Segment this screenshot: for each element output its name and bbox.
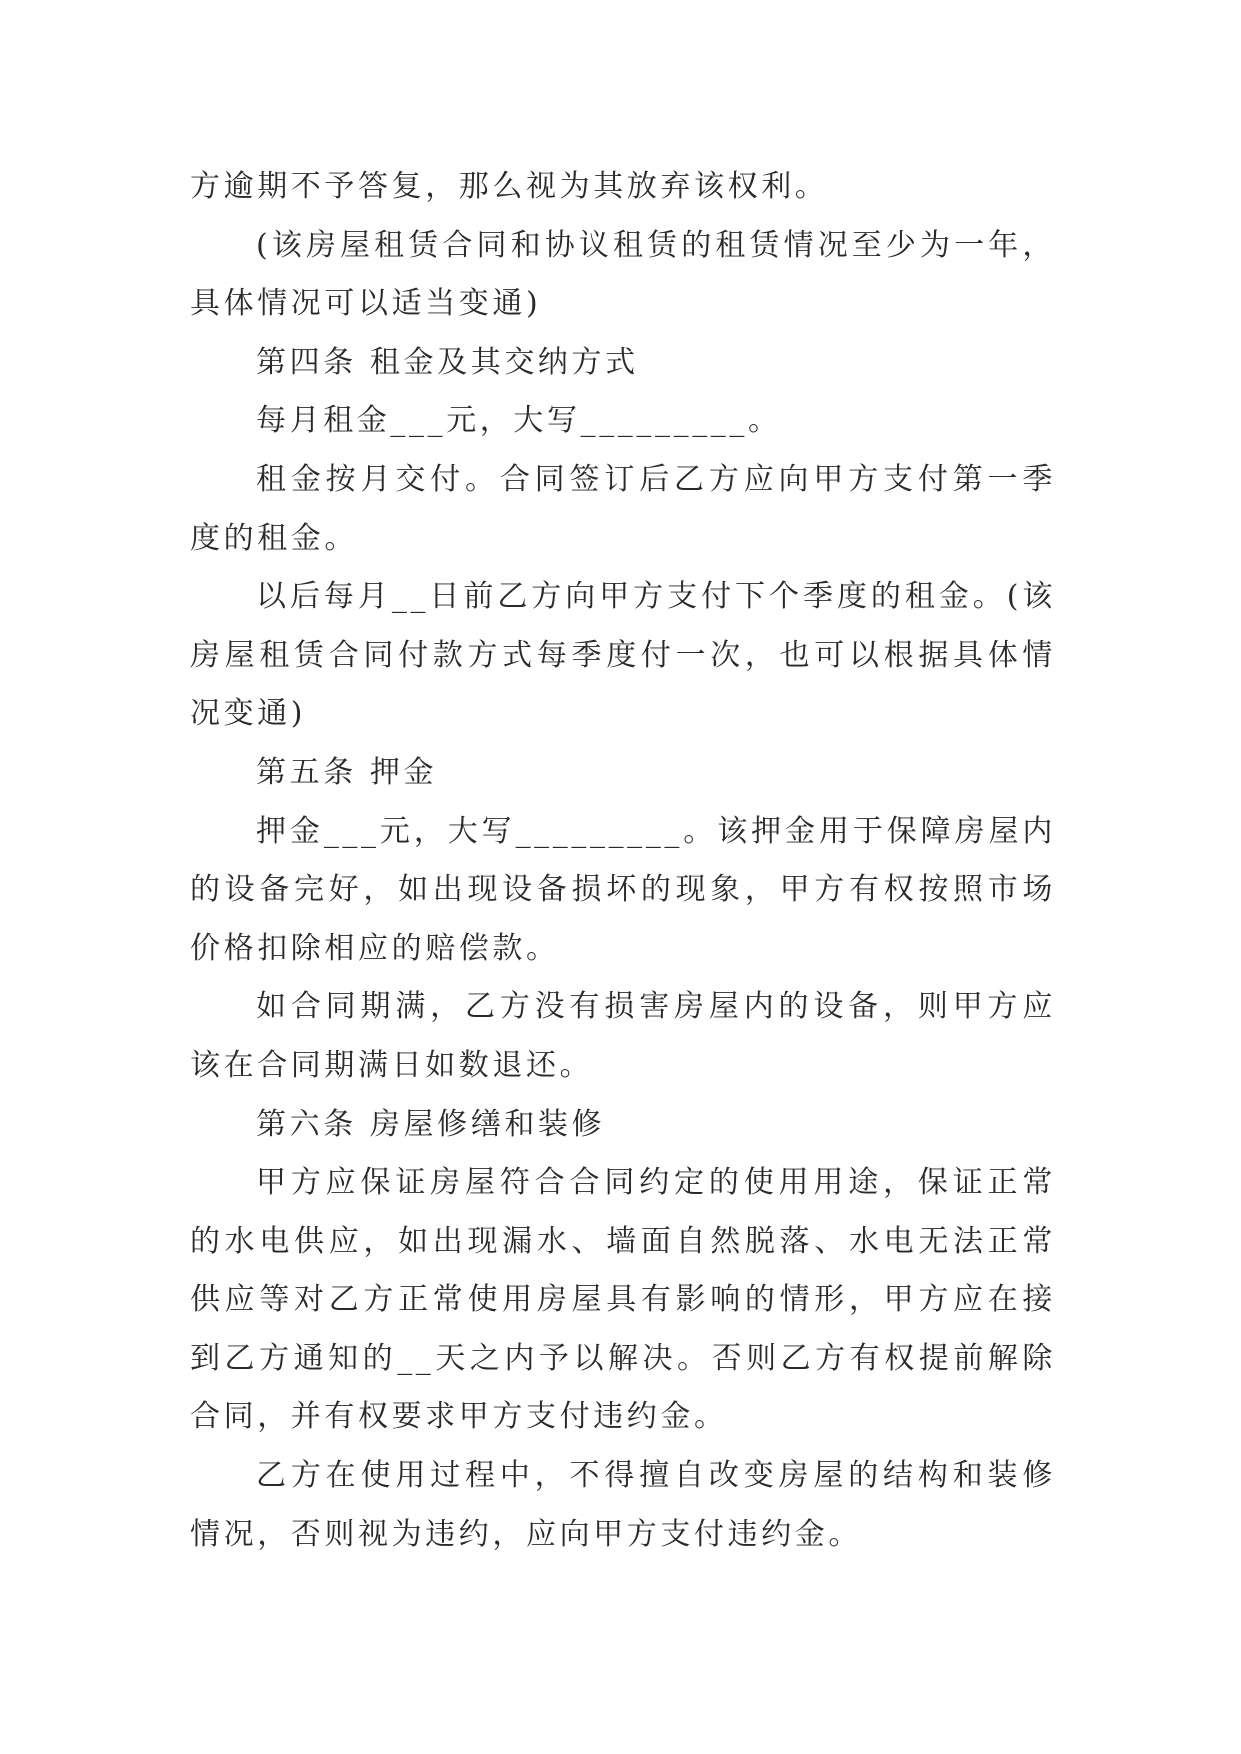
paragraph-monthly-rent: 每月租金___元，大写_________。	[256, 403, 782, 439]
contract-text-body	[190, 158, 1056, 1564]
paragraph-quarterly-payment: 以后每月__日前乙方向甲方支付下个季度的租金。(该房屋租赁合同付款方式每季度付一次，也可以根据具体情况变通)	[190, 579, 1056, 732]
article-6-heading: 第六条 房屋修缮和装修	[256, 1106, 606, 1142]
paragraph-continuation: 方逾期不予答复，那么视为其放弃该权利。	[190, 169, 829, 204]
paragraph-deposit: 押金___元，大写_________。该押金用于保障房屋内的设备完好，如出现设备损坏的现象，甲方有权按照市场价格扣除相应的赔偿款。	[190, 813, 1056, 966]
paragraph-lease-term-note: (该房屋租赁合同和协议租赁的租赁情况至少为一年，具体情况可以适当变通)	[190, 227, 1056, 322]
article-4-heading: 第四条 租金及其交纳方式	[256, 344, 639, 380]
paragraph-rent-payment: 租金按月交付。合同签订后乙方应向甲方支付第一季度的租金。	[190, 461, 1056, 556]
paragraph-deposit-refund: 如合同期满，乙方没有损害房屋内的设备，则甲方应该在合同期满日如数退还。	[190, 989, 1056, 1083]
paragraph-tenant-alterations: 乙方在使用过程中，不得擅自改变房屋的结构和装修情况，否则视为违约，应向甲方支付违约金。	[190, 1458, 1056, 1552]
paragraph-landlord-maintenance: 甲方应保证房屋符合合同约定的使用用途，保证正常的水电供应，如出现漏水、墙面自然脱落、水电无法正常供应等对乙方正常使用房屋具有影响的情形，甲方应在接到乙方通知的__天之内予以解决。否则乙方有权提前解除合同，并有权要求甲方支付违约金。	[190, 1165, 1056, 1435]
article-5-heading: 第五条 押金	[256, 754, 438, 790]
